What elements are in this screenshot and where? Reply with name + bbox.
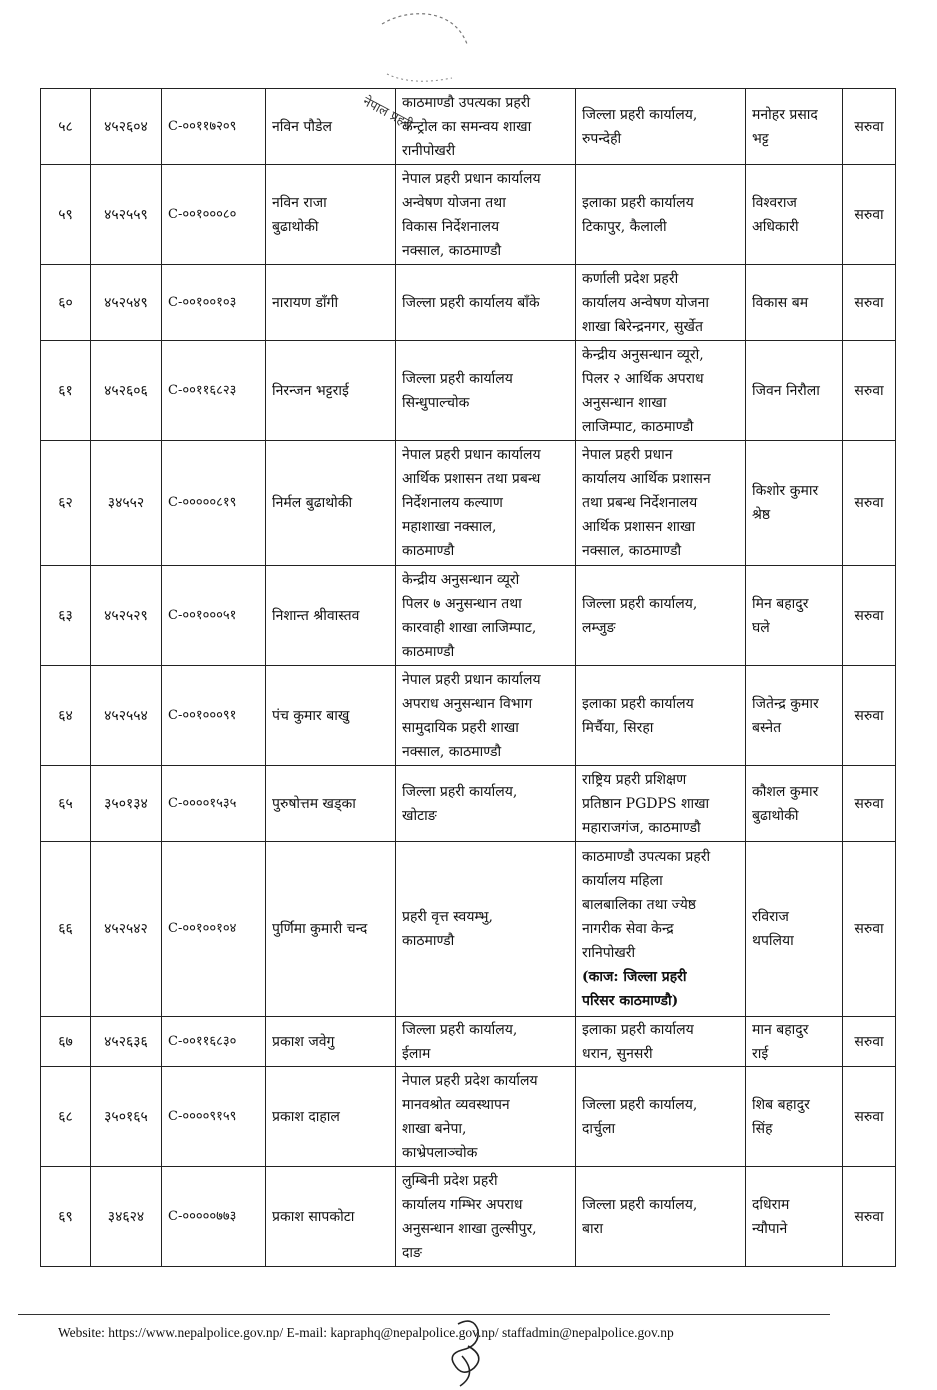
serial-cell: ६१ bbox=[41, 341, 91, 441]
number-cell: ४५२५४९ bbox=[91, 265, 162, 341]
cell-line: नेपाल प्रहरी प्रधान कार्यालय bbox=[402, 170, 541, 187]
table-row bbox=[41, 842, 896, 1017]
from-office-cell bbox=[396, 1167, 576, 1267]
cell-line: मान बहादुर bbox=[752, 1021, 809, 1038]
cell-line: नविन राजा bbox=[272, 194, 327, 211]
cell-line: थपलिया bbox=[752, 933, 794, 949]
serial-cell: ५८ bbox=[41, 89, 91, 165]
name-cell bbox=[266, 341, 396, 441]
cell-line: बस्नेत bbox=[752, 719, 782, 736]
approver-cell bbox=[746, 89, 843, 165]
from-office-cell bbox=[396, 441, 576, 566]
name-cell bbox=[266, 1067, 396, 1167]
serial-cell: ६९ bbox=[41, 1167, 91, 1267]
table-row bbox=[41, 1067, 896, 1167]
cell-line: पुरुषोत्तम खड्का bbox=[272, 795, 356, 812]
cell-line: काठमाण्डौ उपत्यका प्रहरी bbox=[582, 849, 711, 865]
footer-contact: Website: https://www.nepalpolice.gov.np/ E-mail: kapraphq@nepalpolice.gov.np/ staffadmin@nepalpolice.gov.np bbox=[58, 1325, 674, 1340]
name-cell bbox=[266, 566, 396, 666]
name-cell bbox=[266, 89, 396, 165]
cell-line: शाखा बिरेन्द्रनगर, सुर्खेत bbox=[582, 318, 703, 335]
to-office-cell bbox=[576, 341, 746, 441]
cell-line: नक्साल, काठमाण्डौ bbox=[402, 242, 502, 259]
cell-line: नेपाल प्रहरी प्रधान कार्यालय bbox=[402, 671, 541, 688]
action-cell: सरुवा bbox=[843, 566, 896, 666]
code-cell: C-००११६८३० bbox=[162, 1017, 266, 1067]
code-cell: C-००१००१०३ bbox=[162, 265, 266, 341]
cell-line: तथा प्रबन्ध निर्देशनालय bbox=[582, 495, 698, 511]
cell-line: प्रकाश दाहाल bbox=[272, 1108, 340, 1125]
to-office-cell bbox=[576, 1167, 746, 1267]
cell-line: दार्चुला bbox=[582, 1120, 616, 1137]
cell-line: टिकापुर, कैलाली bbox=[582, 218, 667, 235]
to-office-cell bbox=[576, 766, 746, 842]
number-cell: ३४५५२ bbox=[91, 441, 162, 566]
from-office-cell bbox=[396, 1017, 576, 1067]
to-office-cell bbox=[576, 842, 746, 1017]
serial-cell: ६४ bbox=[41, 666, 91, 766]
code-cell: C-००१०००८० bbox=[162, 165, 266, 265]
cell-line: अन्वेषण योजना तथा bbox=[402, 194, 506, 211]
cell-line: अनुसन्धान शाखा तुल्सीपुर, bbox=[402, 1220, 537, 1237]
cell-line: काठमाण्डौ bbox=[402, 933, 455, 949]
from-office-cell bbox=[396, 842, 576, 1017]
number-cell: ४५२६०४ bbox=[91, 89, 162, 165]
cell-line: जिवन निरौला bbox=[752, 382, 820, 399]
approver-cell bbox=[746, 441, 843, 566]
code-cell: C-०००००७७३ bbox=[162, 1167, 266, 1267]
number-cell: ४५२६०६ bbox=[91, 341, 162, 441]
cell-line: बालबालिका तथा ज्येष्ठ bbox=[582, 897, 697, 913]
cell-line: जिल्ला प्रहरी कार्यालय, bbox=[582, 106, 698, 123]
cell-line: जिल्ला प्रहरी कार्यालय, bbox=[402, 783, 518, 800]
cell-line: सिंह bbox=[752, 1120, 773, 1137]
cell-line: आर्थिक प्रशासन शाखा bbox=[582, 519, 696, 535]
cell-line: काभ्रेपलाञ्चोक bbox=[402, 1144, 478, 1161]
cell-line: महाराजगंज, काठमाण्डौ bbox=[582, 819, 701, 836]
cell-line: रानीपोखरी bbox=[402, 142, 456, 159]
stamp-text: नेपाल प्रहरी bbox=[360, 94, 415, 133]
cell-line: नेपाल प्रहरी प्रधान bbox=[582, 447, 673, 463]
action-cell: सरुवा bbox=[843, 341, 896, 441]
from-office-cell bbox=[396, 165, 576, 265]
footer-divider bbox=[18, 1314, 830, 1315]
cell-line: राई bbox=[752, 1045, 769, 1062]
cell-line: नक्साल, काठमाण्डौ bbox=[402, 743, 502, 760]
to-office-cell bbox=[576, 89, 746, 165]
table-row bbox=[41, 566, 896, 666]
cell-line: प्रकाश जवेगु bbox=[272, 1033, 335, 1050]
approver-cell bbox=[746, 842, 843, 1017]
approver-cell bbox=[746, 1067, 843, 1167]
cell-line: श्रेष्ठ bbox=[752, 507, 771, 523]
from-office-cell bbox=[396, 566, 576, 666]
cell-line: न्यौपाने bbox=[752, 1220, 788, 1237]
code-cell: C-०००००८१९ bbox=[162, 441, 266, 566]
cell-line: कार्यालय आर्थिक प्रशासन bbox=[582, 471, 711, 487]
transfer-table bbox=[40, 88, 896, 1267]
serial-cell: ६६ bbox=[41, 842, 91, 1017]
action-cell: सरुवा bbox=[843, 1067, 896, 1167]
serial-cell: ६० bbox=[41, 265, 91, 341]
cell-line: दधिराम bbox=[752, 1196, 790, 1213]
action-cell: सरुवा bbox=[843, 89, 896, 165]
approver-cell bbox=[746, 766, 843, 842]
name-cell bbox=[266, 666, 396, 766]
cell-line: जिल्ला प्रहरी कार्यालय, bbox=[582, 595, 698, 612]
action-cell: सरुवा bbox=[843, 265, 896, 341]
cell-line: कार्यालय अन्वेषण योजना bbox=[582, 294, 710, 311]
cell-line: इलाका प्रहरी कार्यालय bbox=[582, 695, 694, 712]
cell-line: पिलर ७ अनुसन्धान तथा bbox=[402, 595, 522, 612]
table-row bbox=[41, 341, 896, 441]
from-office-cell bbox=[396, 766, 576, 842]
cell-line: निरन्जन भट्टराई bbox=[272, 382, 349, 399]
code-cell: C-००१०००५१ bbox=[162, 566, 266, 666]
cell-line: अपराध अनुसन्धान विभाग bbox=[402, 695, 533, 712]
cell-line: जिल्ला प्रहरी कार्यालय, bbox=[582, 1096, 698, 1113]
approver-cell bbox=[746, 265, 843, 341]
cell-line: काठमाण्डौ bbox=[402, 543, 455, 559]
cell-line: काठमाण्डौ bbox=[402, 643, 455, 660]
cell-line: अनुसन्धान शाखा bbox=[582, 394, 667, 411]
table-row bbox=[41, 666, 896, 766]
action-cell: सरुवा bbox=[843, 766, 896, 842]
code-cell: C-००११७२०९ bbox=[162, 89, 266, 165]
serial-cell: ६७ bbox=[41, 1017, 91, 1067]
cell-line: विकास बम bbox=[752, 294, 809, 311]
name-cell bbox=[266, 1167, 396, 1267]
action-cell: सरुवा bbox=[843, 842, 896, 1017]
cell-line: परिसर काठमाण्डौ) bbox=[582, 993, 679, 1009]
cell-line: नविन पौडेल bbox=[272, 118, 332, 135]
code-cell: C-००००१५३५ bbox=[162, 766, 266, 842]
to-office-cell bbox=[576, 165, 746, 265]
cell-line: प्रकाश सापकोटा bbox=[272, 1208, 355, 1225]
approver-cell bbox=[746, 1167, 843, 1267]
action-cell: सरुवा bbox=[843, 1167, 896, 1267]
cell-line: बुढाथोकी bbox=[752, 807, 799, 824]
action-cell: सरुवा bbox=[843, 666, 896, 766]
to-office-cell bbox=[576, 265, 746, 341]
code-cell: C-००१०००९१ bbox=[162, 666, 266, 766]
cell-line: रानिपोखरी bbox=[582, 945, 636, 961]
cell-line: घले bbox=[752, 619, 770, 636]
approver-cell bbox=[746, 341, 843, 441]
cell-line: बुढाथोकी bbox=[272, 218, 319, 235]
cell-line: ईलाम bbox=[402, 1045, 431, 1062]
serial-cell: ६२ bbox=[41, 441, 91, 566]
number-cell: ३५०१६५ bbox=[91, 1067, 162, 1167]
cell-line: कार्यालय गम्भिर अपराध bbox=[402, 1196, 523, 1213]
cell-line: मिन बहादुर bbox=[752, 595, 809, 612]
cell-line: नागरीक सेवा केन्द्र bbox=[582, 921, 674, 937]
cell-line: दाङ bbox=[402, 1244, 422, 1261]
cell-line: जिल्ला प्रहरी कार्यालय बाँके bbox=[402, 294, 540, 311]
name-cell bbox=[266, 165, 396, 265]
cell-line: नेपाल प्रहरी प्रदेश कार्यालय bbox=[402, 1072, 538, 1089]
code-cell: C-००१००१०४ bbox=[162, 842, 266, 1017]
cell-line: प्रतिष्ठान PGDPS शाखा bbox=[582, 795, 710, 812]
cell-line: पिलर २ आर्थिक अपराध bbox=[582, 370, 704, 387]
cell-line: लाजिम्पाट, काठमाण्डौ bbox=[582, 418, 694, 435]
table-row bbox=[41, 1167, 896, 1267]
cell-line: आर्थिक प्रशासन तथा प्रबन्ध bbox=[402, 471, 541, 487]
table-row bbox=[41, 766, 896, 842]
cell-line: जिल्ला प्रहरी कार्यालय bbox=[402, 370, 513, 387]
number-cell: ४५२५५४ bbox=[91, 666, 162, 766]
cell-line: निर्देशनालय कल्याण bbox=[402, 495, 503, 511]
table-row bbox=[41, 441, 896, 566]
action-cell: सरुवा bbox=[843, 1017, 896, 1067]
cell-line: इलाका प्रहरी कार्यालय bbox=[582, 194, 694, 211]
cell-line: सामुदायिक प्रहरी शाखा bbox=[402, 719, 519, 736]
approver-cell bbox=[746, 165, 843, 265]
to-office-cell bbox=[576, 566, 746, 666]
to-office-cell bbox=[576, 1017, 746, 1067]
cell-line: प्रहरी वृत्त स्वयम्भु, bbox=[402, 909, 493, 925]
cell-line: भट्ट bbox=[752, 130, 769, 147]
cell-line: महाशाखा नक्साल, bbox=[402, 519, 497, 535]
cell-line: केन्द्रीय अनुसन्धान व्यूरो bbox=[402, 571, 520, 588]
cell-line: पंच कुमार बाखु bbox=[272, 707, 350, 724]
cell-line: विकास निर्देशनालय bbox=[402, 218, 500, 235]
cell-line: विश्वराज bbox=[752, 194, 797, 211]
name-cell bbox=[266, 842, 396, 1017]
from-office-cell bbox=[396, 341, 576, 441]
number-cell: ३५०१३४ bbox=[91, 766, 162, 842]
from-office-cell bbox=[396, 1067, 576, 1167]
table-row bbox=[41, 265, 896, 341]
serial-cell: ६३ bbox=[41, 566, 91, 666]
table-row bbox=[41, 89, 896, 165]
number-cell: ४५२५५९ bbox=[91, 165, 162, 265]
from-office-cell bbox=[396, 265, 576, 341]
from-office-cell bbox=[396, 89, 576, 165]
action-cell: सरुवा bbox=[843, 165, 896, 265]
cell-line: जिल्ला प्रहरी कार्यालय, bbox=[582, 1196, 698, 1213]
number-cell: ३४६२४ bbox=[91, 1167, 162, 1267]
cell-line: शिब बहादुर bbox=[752, 1096, 810, 1113]
cell-line: रविराज bbox=[752, 909, 789, 925]
cell-line: मिर्चैया, सिरहा bbox=[582, 719, 654, 736]
name-cell bbox=[266, 265, 396, 341]
cell-line: किशोर कुमार bbox=[752, 483, 819, 499]
name-cell bbox=[266, 441, 396, 566]
cell-line: कार्यालय महिला bbox=[582, 873, 663, 889]
code-cell: C-००११६८२३ bbox=[162, 341, 266, 441]
cell-line: नेपाल प्रहरी प्रधान कार्यालय bbox=[402, 447, 541, 463]
cell-line: खोटाङ bbox=[402, 807, 437, 824]
approver-cell bbox=[746, 566, 843, 666]
cell-line: केन्द्रीय अनुसन्धान व्यूरो, bbox=[582, 346, 704, 363]
cell-line: लुम्बिनी प्रदेश प्रहरी bbox=[402, 1172, 498, 1189]
cell-line: कन्ट्रोल का समन्वय शाखा bbox=[402, 118, 532, 135]
cell-line: सिन्धुपाल्चोक bbox=[402, 394, 470, 411]
cell-line: काठमाण्डौ उपत्यका प्रहरी bbox=[402, 94, 531, 111]
number-cell: ४५२५२९ bbox=[91, 566, 162, 666]
cell-line: पुर्णिमा कुमारी चन्द bbox=[272, 921, 368, 937]
cell-line: मनोहर प्रसाद bbox=[752, 106, 818, 123]
cell-line: मानवश्रोत व्यवस्थापन bbox=[402, 1096, 510, 1113]
cell-line: रुपन्देही bbox=[582, 130, 622, 147]
number-cell: ४५२५४२ bbox=[91, 842, 162, 1017]
signature bbox=[438, 1316, 498, 1390]
to-office-cell bbox=[576, 1067, 746, 1167]
cell-line: लम्जुङ bbox=[582, 619, 616, 636]
action-cell: सरुवा bbox=[843, 441, 896, 566]
cell-line: जितेन्द्र कुमार bbox=[752, 695, 819, 712]
serial-cell: ५९ bbox=[41, 165, 91, 265]
cell-line: निर्मल बुढाथोकी bbox=[272, 495, 353, 511]
cell-line: (काज: जिल्ला प्रहरी bbox=[582, 969, 687, 985]
from-office-cell bbox=[396, 666, 576, 766]
cell-line: शाखा बनेपा, bbox=[402, 1120, 467, 1137]
table-row bbox=[41, 165, 896, 265]
serial-cell: ६५ bbox=[41, 766, 91, 842]
approver-cell bbox=[746, 666, 843, 766]
table-row bbox=[41, 1017, 896, 1067]
number-cell: ४५२६३६ bbox=[91, 1017, 162, 1067]
to-office-cell bbox=[576, 441, 746, 566]
code-cell: C-००००९१५९ bbox=[162, 1067, 266, 1167]
cell-line: अधिकारी bbox=[752, 218, 799, 235]
approver-cell bbox=[746, 1017, 843, 1067]
cell-line: बारा bbox=[582, 1220, 603, 1237]
cell-line: जिल्ला प्रहरी कार्यालय, bbox=[402, 1021, 518, 1038]
name-cell bbox=[266, 1017, 396, 1067]
cell-line: नक्साल, काठमाण्डौ bbox=[582, 543, 682, 559]
cell-line: धरान, सुनसरी bbox=[582, 1045, 653, 1062]
name-cell bbox=[266, 766, 396, 842]
cell-line: नारायण डाँगी bbox=[272, 294, 339, 311]
cell-line: इलाका प्रहरी कार्यालय bbox=[582, 1021, 694, 1038]
cell-line: कारवाही शाखा लाजिम्पाट, bbox=[402, 619, 537, 636]
cell-line: कर्णाली प्रदेश प्रहरी bbox=[582, 270, 679, 287]
cell-line: कौशल कुमार bbox=[752, 783, 819, 800]
to-office-cell bbox=[576, 666, 746, 766]
cell-line: निशान्त श्रीवास्तव bbox=[272, 607, 360, 624]
serial-cell: ६८ bbox=[41, 1067, 91, 1167]
cell-line: राष्ट्रिय प्रहरी प्रशिक्षण bbox=[582, 771, 687, 788]
